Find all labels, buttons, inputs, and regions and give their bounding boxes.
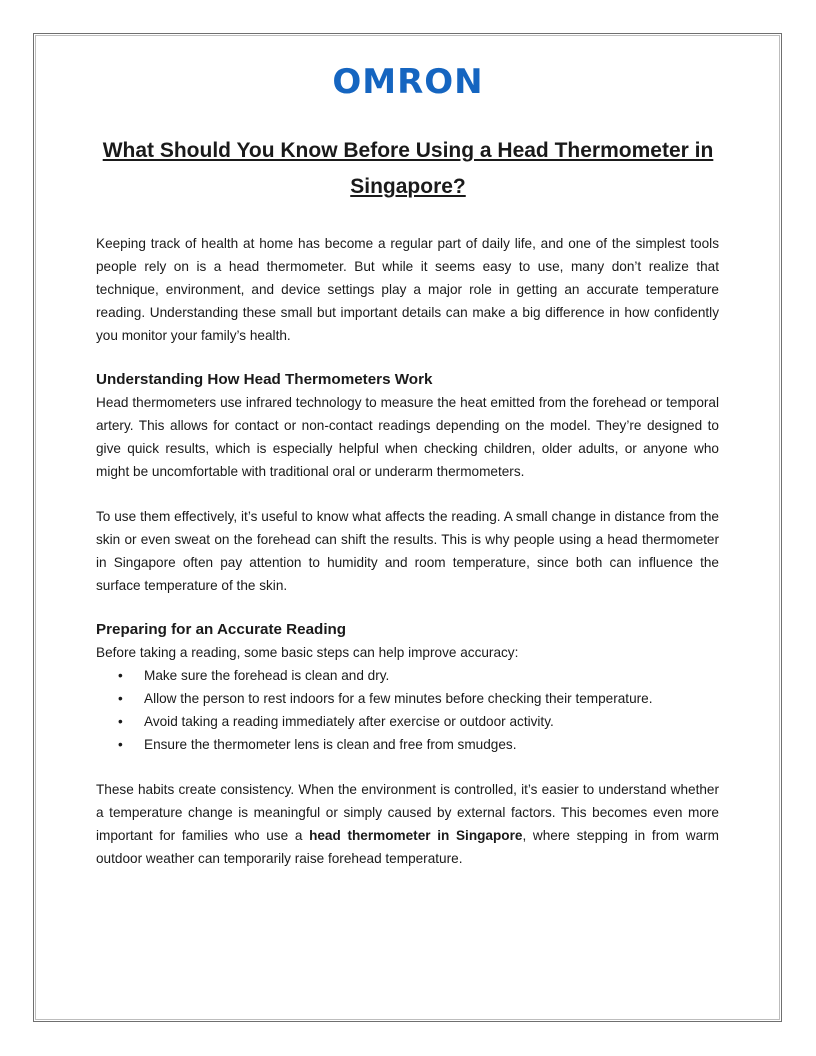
bullet-icon: •: [118, 737, 123, 752]
section1-paragraph-1: Head thermometers use infrared technology to measure the heat emitted from the forehead or temporal artery. This allows for contact or non-contact readings depending on the model. They’re designed to give quick results, which is especially helpful when checking children, older adults, or anyone who might be uncomfortable with traditional oral or underarm thermometers.: [96, 395, 719, 479]
bullet-icon: •: [118, 714, 123, 729]
bullet-icon: •: [118, 668, 123, 683]
list-item: • Make sure the forehead is clean and dry.: [96, 664, 719, 687]
article-body: [96, 232, 719, 870]
page-title: What Should You Know Before Using a Head Thermometer in Singapore?: [102, 139, 714, 198]
keyword-bold: head thermometer in Singapore: [309, 828, 523, 843]
omron-logo: OMRON: [332, 62, 484, 102]
section2-lead: Before taking a reading, some basic steps can help improve accuracy:: [96, 645, 519, 660]
bullet-icon: •: [118, 691, 123, 706]
section-heading-how-it-works: Understanding How Head Thermometers Work: [96, 371, 433, 388]
tips-list: [96, 664, 719, 756]
closing-paragraph: These habits create consistency. When the environment is controlled, it’s easier to understand whether a temperature change is meaningful or simply caused by external factors. This becomes even more important for families who use a head thermometer in Singapore, where stepping in from warm outdoor weather can temporarily raise forehead temperature.: [96, 782, 720, 866]
list-item: • Avoid taking a reading immediately after exercise or outdoor activity.: [96, 710, 719, 733]
section-heading-preparing: Preparing for an Accurate Reading: [96, 621, 347, 638]
list-item: • Allow the person to rest indoors for a few minutes before checking their temperature.: [96, 687, 719, 710]
list-item: • Ensure the thermometer lens is clean and free from smudges.: [96, 733, 719, 756]
intro-paragraph: Keeping track of health at home has become a regular part of daily life, and one of the simplest tools people rely on is a head thermometer. But while it seems easy to use, many don’t realize that technique, environment, and device settings play a major role in getting an accurate temperature reading. Understanding these small but important details can make a big difference in how confidently you monitor your family’s health.: [96, 236, 719, 343]
section1-paragraph-2: To use them effectively, it’s useful to know what affects the reading. A small change in distance from the skin or even sweat on the forehead can shift the results. This is why people using a head thermometer in Singapore often pay attention to humidity and room temperature, since both can influence the surface temperature of the skin.: [96, 509, 719, 593]
